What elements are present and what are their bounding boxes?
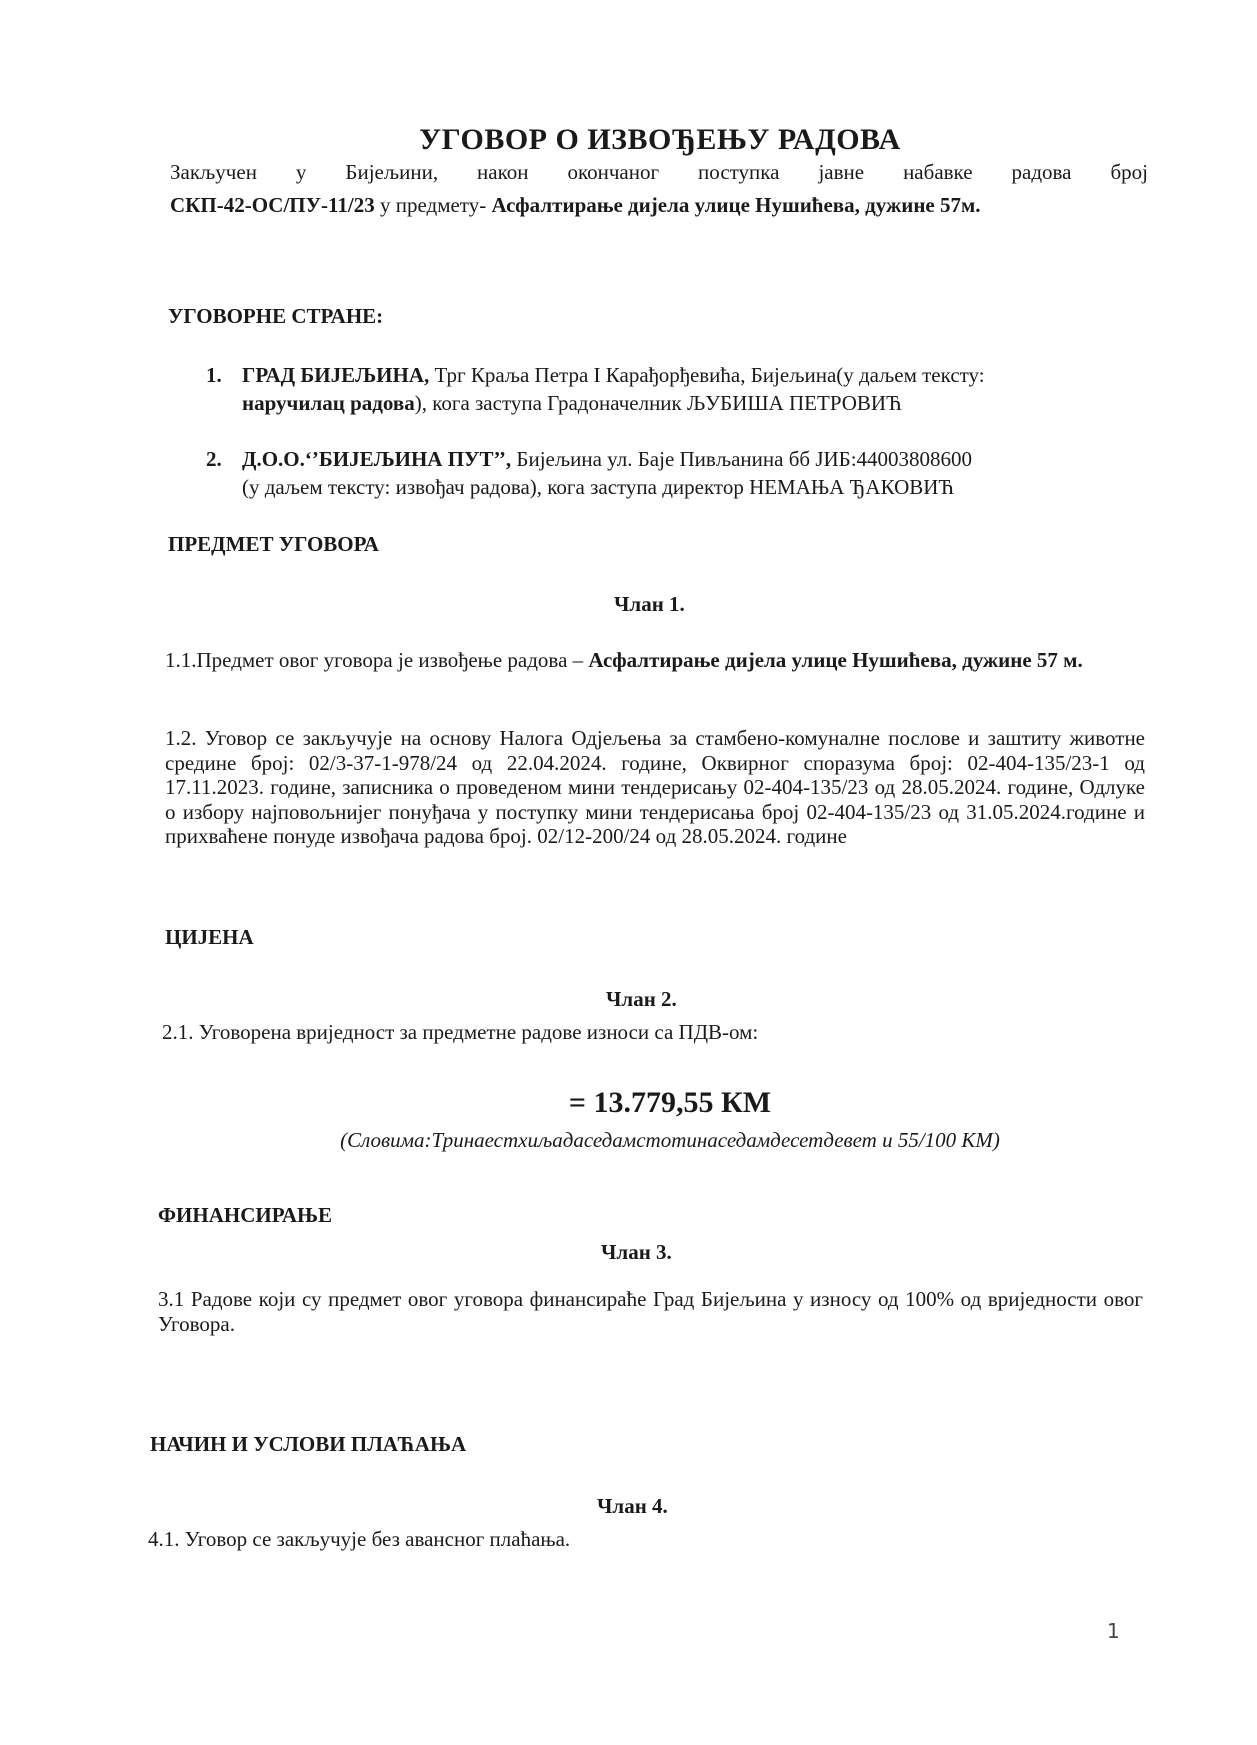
intro-line-1: Закључен у Бијељини, након окончаног поступка јавне набавке радова број [170,160,1148,184]
party-name: ГРАД БИЈЕЉИНА, [242,363,430,387]
party-name: Д.О.О.‘’БИЈЕЉИНА ПУТ’’, [242,447,512,471]
amount-in-words: (Словима:Тринаестхиљадаседамстотинаседамдесетдевет и 55/100 КМ) [340,1128,1000,1152]
party-number: 2. [206,447,222,471]
price-heading: ЦИЈЕНА [165,925,254,949]
party-2: 2. Д.О.О.‘’БИЈЕЉИНА ПУТ’’, Бијељина ул. Баје Пивљанина бб ЈИБ:44003808600 (у даљем тексту: извођач радова), кога заступа директор НЕМАЊА ЂАКОВИЋ [206,447,973,499]
article-1-2: 1.2. Уговор се закључује на основу Налога Одјељења за стамбено-комуналне послове и заштиту животне средине број: 02/3-37-1-978/24 од 22.04.2024. године, Оквирног споразума број: 02-404-135/23-1 од 17.11.2023. године, записника о проведеном мини тендерисању 02-404-135/23 од 28.05.2024. године, Одлуке о избору најповољнијег понуђача у поступку мини тендерисања број 02-404-135/23 од 31.05.2024.године и прихваћене понуде извођача радова број. 02/12-200/24 од 28.05.2024. године [165,726,1145,849]
article-3-label: Члан 3. [601,1240,672,1264]
intro-line-2: СКП-42-ОС/ПУ-11/23 у предмету- Асфалтирање дијела улице Нушићева, дужине 57м. [170,193,981,217]
article-1-label: Члан 1. [614,592,685,616]
article-4-label: Члан 4. [597,1494,668,1518]
document-title: УГОВОР О ИЗВОЂЕЊУ РАДОВА [419,123,901,156]
party-number: 1. [206,363,222,387]
contract-subject: Асфалтирање дијела улице Нушићева, дужине 57м. [491,193,981,217]
procurement-code: СКП-42-ОС/ПУ-11/23 [170,193,375,217]
article-3-1: 3.1 Радове који су предмет овог уговора финансираће Град Бијељина у износу од 100% од вриједности овог Уговора. [158,1287,1143,1336]
page-number: 1 [1107,1619,1120,1643]
subject-heading: ПРЕДМЕТ УГОВОРА [168,532,379,556]
financing-heading: ФИНАНСИРАЊЕ [158,1203,333,1227]
contract-amount: = 13.779,55 КМ [568,1086,772,1119]
article-2-1: 2.1. Уговорена вриједност за предметне радове износи са ПДВ-ом: [162,1020,759,1044]
party-role: наручилац радова [242,390,415,415]
party-1: 1. ГРАД БИЈЕЉИНА, Трг Краља Петра I Карађорђевића, Бијељина(у даљем тексту: наручилац радова), кога заступа Градоначелник ЉУБИША ПЕТРОВИЋ [206,363,985,415]
article-4-1: 4.1. Уговор се закључује без авансног плаћања. [148,1527,571,1551]
parties-heading: УГОВОРНЕ СТРАНЕ: [168,304,384,328]
article-2-label: Члан 2. [606,987,677,1011]
article-1-1: 1.1.Предмет овог уговора је извођење радова – Асфалтирање дијела улице Нушићева, дужине 57 м. [165,648,1083,672]
payment-heading: НАЧИН И УСЛОВИ ПЛАЋАЊА [150,1432,467,1456]
